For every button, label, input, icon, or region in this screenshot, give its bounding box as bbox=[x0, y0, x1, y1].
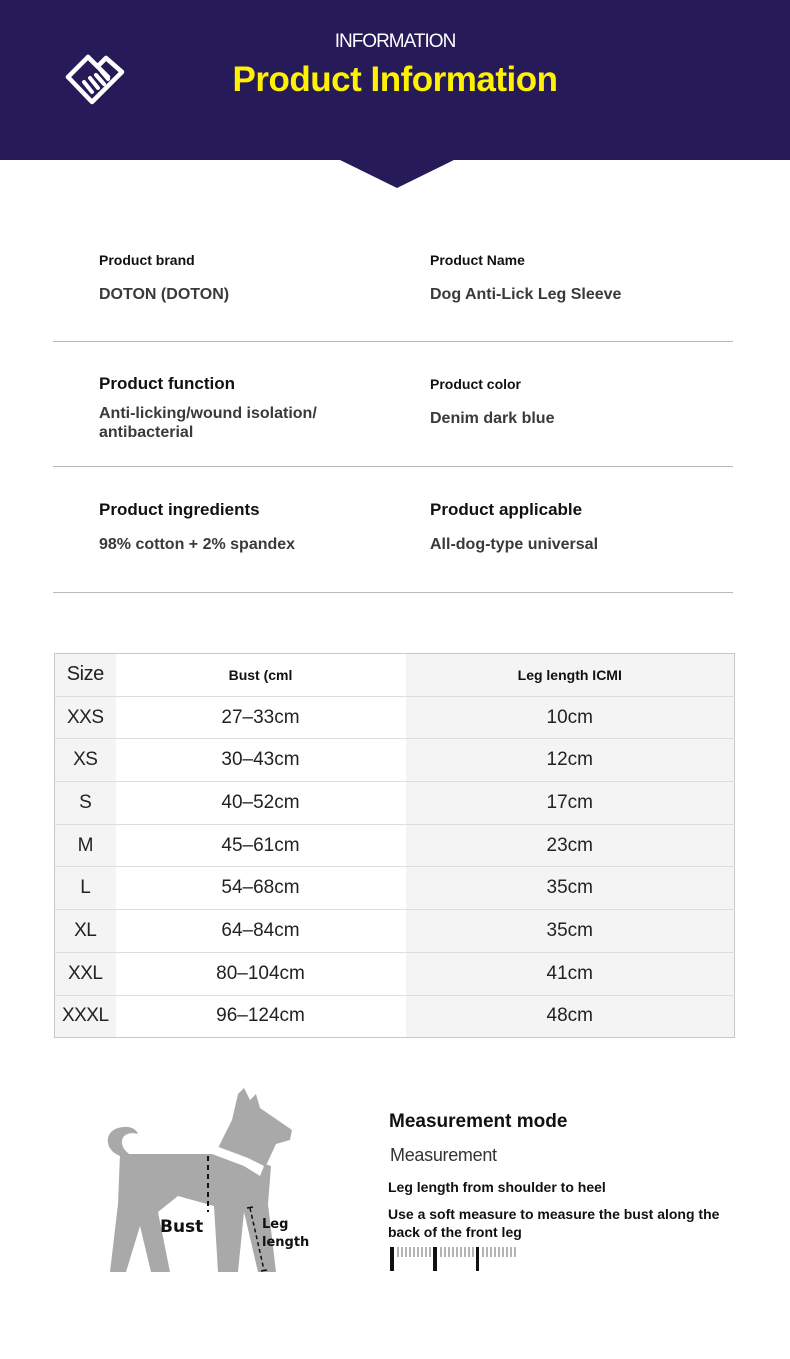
header-bust: Bust (cml bbox=[116, 654, 406, 697]
page-title: Product Information bbox=[232, 60, 558, 99]
table-row bbox=[55, 910, 735, 953]
info-label: Product color bbox=[430, 376, 522, 392]
table-row bbox=[55, 824, 735, 867]
bust-label: Bust bbox=[160, 1217, 204, 1237]
info-ingredients-value: 98% cotton + 2% spandex bbox=[99, 536, 296, 553]
table-row bbox=[55, 867, 735, 910]
info-ingredients bbox=[99, 500, 260, 520]
cell-size: XS bbox=[55, 739, 116, 782]
cell-bust: 27–33cm bbox=[116, 696, 406, 739]
leg-label-line2: length bbox=[262, 1235, 310, 1250]
cell-leg: 35cm bbox=[406, 910, 735, 953]
table-row bbox=[55, 952, 735, 995]
cell-size: XL bbox=[55, 910, 116, 953]
info-color-value: Denim dark blue bbox=[430, 410, 555, 427]
info-name-value: Dog Anti-Lick Leg Sleeve bbox=[430, 286, 622, 303]
table-row bbox=[55, 995, 735, 1038]
header-banner bbox=[0, 0, 790, 160]
measurement-leg-instruction: Leg length from shoulder to heel bbox=[388, 1179, 606, 1195]
cell-leg: 17cm bbox=[406, 782, 735, 825]
info-function-line1: Anti-licking/wound isolation/ bbox=[99, 405, 317, 422]
info-brand bbox=[99, 252, 195, 268]
cell-bust: 40–52cm bbox=[116, 782, 406, 825]
measurement-bust-instruction: Use a soft measure to measure the bust along the back of the front leg bbox=[388, 1206, 720, 1240]
cell-size: M bbox=[55, 824, 116, 867]
cell-leg: 10cm bbox=[406, 696, 735, 739]
cell-bust: 80–104cm bbox=[116, 952, 406, 995]
cell-bust: 54–68cm bbox=[116, 867, 406, 910]
info-applicable-value: All-dog-type universal bbox=[430, 536, 599, 553]
cell-size: XXS bbox=[55, 696, 116, 739]
cell-size: XXXL bbox=[55, 995, 116, 1038]
dog-silhouette-icon bbox=[96, 1084, 336, 1276]
measurement-subtitle: Measurement bbox=[390, 1145, 497, 1165]
cell-leg: 12cm bbox=[406, 739, 735, 782]
info-applicable bbox=[430, 500, 582, 520]
info-function-value bbox=[99, 404, 317, 442]
cell-size: S bbox=[55, 782, 116, 825]
cell-bust: 45–61cm bbox=[116, 824, 406, 867]
info-label: Product applicable bbox=[430, 500, 583, 519]
divider bbox=[53, 592, 733, 593]
info-name bbox=[430, 252, 525, 268]
size-chart-table bbox=[54, 653, 735, 1038]
cell-leg: 41cm bbox=[406, 952, 735, 995]
cell-bust: 96–124cm bbox=[116, 995, 406, 1038]
leg-label-line1: Leg bbox=[262, 1217, 289, 1232]
info-label: Product brand bbox=[99, 252, 195, 268]
table-row bbox=[55, 696, 735, 739]
divider bbox=[53, 466, 733, 467]
divider bbox=[53, 341, 733, 342]
table-row bbox=[55, 739, 735, 782]
table-row bbox=[55, 782, 735, 825]
cell-leg: 48cm bbox=[406, 995, 735, 1038]
info-brand-value: DOTON (DOTON) bbox=[99, 286, 230, 303]
cell-size: XXL bbox=[55, 952, 116, 995]
cell-size: L bbox=[55, 867, 116, 910]
header-size: Size bbox=[55, 654, 116, 697]
cell-bust: 64–84cm bbox=[116, 910, 406, 953]
info-color bbox=[430, 376, 521, 392]
cell-leg: 23cm bbox=[406, 824, 735, 867]
table-header-row bbox=[55, 654, 735, 697]
cell-bust: 30–43cm bbox=[116, 739, 406, 782]
info-label: Product ingredients bbox=[99, 500, 260, 519]
header-leg-length: Leg length ICMI bbox=[406, 654, 735, 697]
banner-kicker: INFORMATION bbox=[334, 31, 456, 52]
banner-chevron bbox=[338, 159, 456, 188]
ruler-icon bbox=[390, 1245, 520, 1271]
info-function bbox=[99, 374, 235, 394]
info-function-line2: antibacterial bbox=[99, 424, 194, 441]
cell-leg: 35cm bbox=[406, 867, 735, 910]
info-label: Product function bbox=[99, 374, 235, 393]
info-label: Product Name bbox=[430, 252, 525, 268]
measurement-title: Measurement mode bbox=[389, 1111, 568, 1132]
